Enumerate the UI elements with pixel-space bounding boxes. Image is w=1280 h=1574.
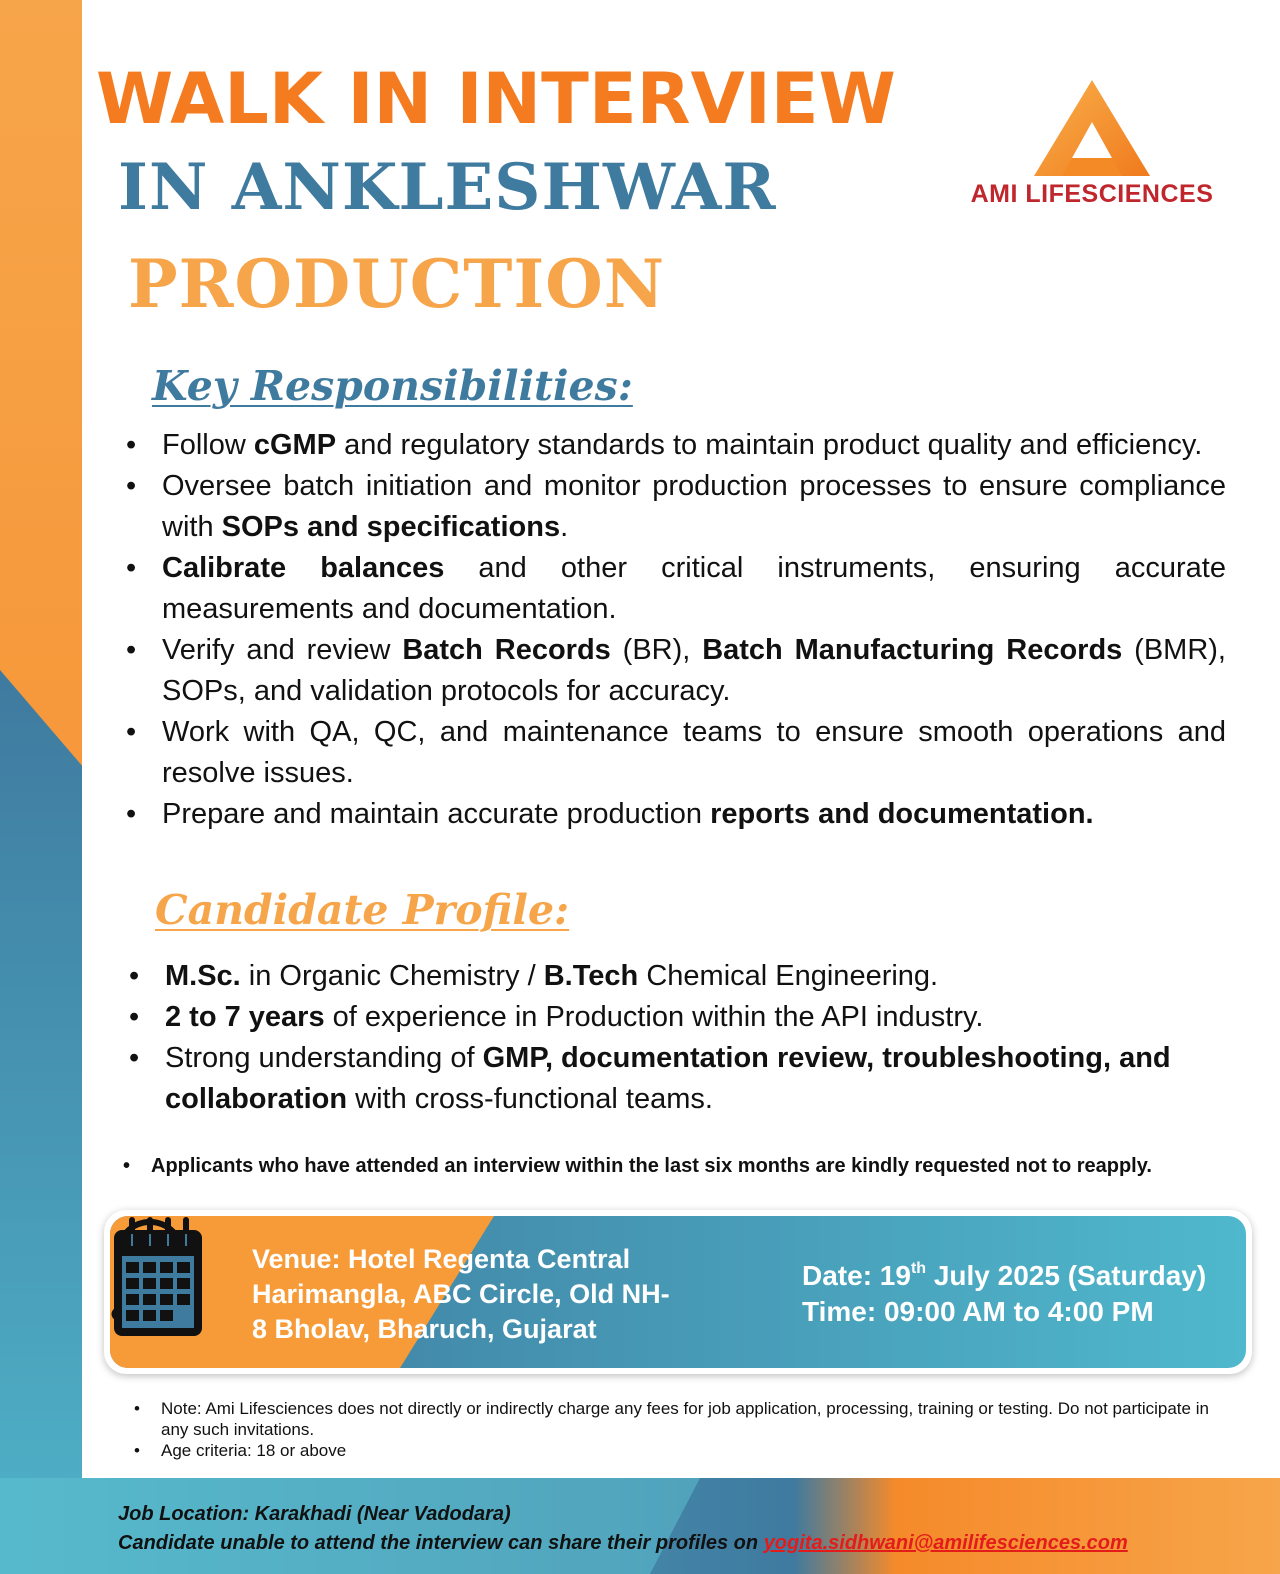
- item-text: (BMR), SOPs, and validation protocols for accuracy.: [162, 634, 1226, 707]
- date-suffix: July 2025 (Saturday): [926, 1260, 1207, 1291]
- bold-term: B.Tech: [543, 960, 639, 992]
- profile-item: [165, 997, 1225, 1038]
- date-prefix: Date: 19: [802, 1260, 911, 1291]
- job-location: Job Location: Karakhadi (Near Vadodara): [118, 1503, 511, 1525]
- bold-term: Batch Manufacturing Records: [702, 634, 1123, 666]
- bold-term: 2 to 7 years: [165, 1001, 325, 1033]
- profile-item: [165, 956, 1225, 997]
- footer-info: [118, 1500, 1128, 1558]
- item-text: .: [560, 511, 569, 543]
- responsibility-item: [162, 630, 1226, 712]
- item-text: Prepare and maintain accurate production: [162, 798, 711, 830]
- item-text: with cross-functional teams.: [347, 1083, 713, 1115]
- item-text: of experience in Production within the API industry.: [324, 1001, 984, 1033]
- responsibility-item: [162, 794, 1226, 835]
- share-profile-text: Candidate unable to attend the interview can share their profiles on: [118, 1532, 764, 1554]
- profile-item: [165, 1038, 1225, 1120]
- headline-department: PRODUCTION: [128, 245, 666, 323]
- venue-line-1: Venue: Hotel Regenta Central: [252, 1244, 631, 1274]
- key-responsibilities-title: Key Responsibilities:: [152, 362, 633, 410]
- candidate-profile-title: Candidate Profile:: [155, 886, 570, 934]
- responsibility-item: [162, 712, 1226, 794]
- venue-line-3: 8 Bholav, Bharuch, Gujarat: [252, 1314, 597, 1344]
- item-text: and regulatory standards to maintain product quality and efficiency.: [336, 429, 1203, 461]
- bold-term: cGMP: [253, 429, 337, 461]
- item-text: Verify and review: [162, 634, 403, 666]
- responsibility-item: [162, 466, 1226, 548]
- venue-line-2: Harimangla, ABC Circle, Old NH-: [252, 1279, 670, 1309]
- item-text: Chemical Engineering.: [638, 960, 939, 992]
- candidate-profile-list: [165, 956, 1225, 1120]
- key-responsibilities-list: [162, 425, 1226, 835]
- item-text: Oversee batch initiation and monitor production processes to ensure compliance with: [162, 470, 1226, 543]
- reapply-note: • Applicants who have attended an interview within the last six months are kindly requested not to reapply.: [151, 1155, 1261, 1178]
- responsibility-item: [162, 425, 1226, 466]
- item-text: Strong understanding of: [165, 1042, 483, 1074]
- age-criteria: • Age criteria: 18 or above: [161, 1440, 1221, 1461]
- interview-time: Time: 09:00 AM to 4:00 PM: [802, 1296, 1154, 1327]
- headline-location: IN ANKLESHWAR: [118, 150, 777, 225]
- bold-term: Calibrate balances: [162, 552, 445, 584]
- item-text: in Organic Chemistry /: [240, 960, 544, 992]
- item-text: (BR),: [610, 634, 703, 666]
- company-name: AMI LIFESCIENCES: [970, 180, 1214, 208]
- date-ordinal: th: [910, 1260, 927, 1277]
- calendar-icon: [110, 1216, 206, 1340]
- venue-schedule-box: [104, 1210, 1252, 1374]
- venue-address: [252, 1242, 692, 1347]
- responsibility-item: [162, 548, 1226, 630]
- bold-term: GMP, documentation review, troubleshooting, and collaboration: [165, 1042, 1171, 1115]
- item-text: Follow: [162, 429, 254, 461]
- bold-term: reports and documentation.: [710, 798, 1094, 830]
- item-text: Work with QA, QC, and maintenance teams to ensure smooth operations and resolve issues.: [162, 716, 1226, 789]
- headline-walk-in: WALK IN INTERVIEW: [96, 58, 896, 140]
- share-profile-line: [118, 1529, 1128, 1558]
- fine-print-notes: [161, 1398, 1221, 1461]
- bold-term: M.Sc.: [165, 960, 241, 992]
- interview-date: [802, 1258, 1206, 1294]
- interview-schedule: [802, 1258, 1206, 1330]
- bold-term: Batch Records: [402, 634, 611, 666]
- item-text: and other critical instruments, ensuring accurate measurements and documentation.: [162, 552, 1226, 625]
- bold-term: SOPs and specifications: [221, 511, 561, 543]
- venue-box-gradient: [110, 1216, 1246, 1368]
- fees-disclaimer: • Note: Ami Lifesciences does not directly or indirectly charge any fees for job application, processing, training or testing. Do not participate in any such invitations.: [161, 1398, 1221, 1440]
- orange-triangle-a-logo-icon: [1032, 78, 1152, 178]
- recruiter-email-link[interactable]: yogita.sidhwani@amilifesciences.com: [763, 1532, 1128, 1554]
- company-logo: [960, 78, 1224, 218]
